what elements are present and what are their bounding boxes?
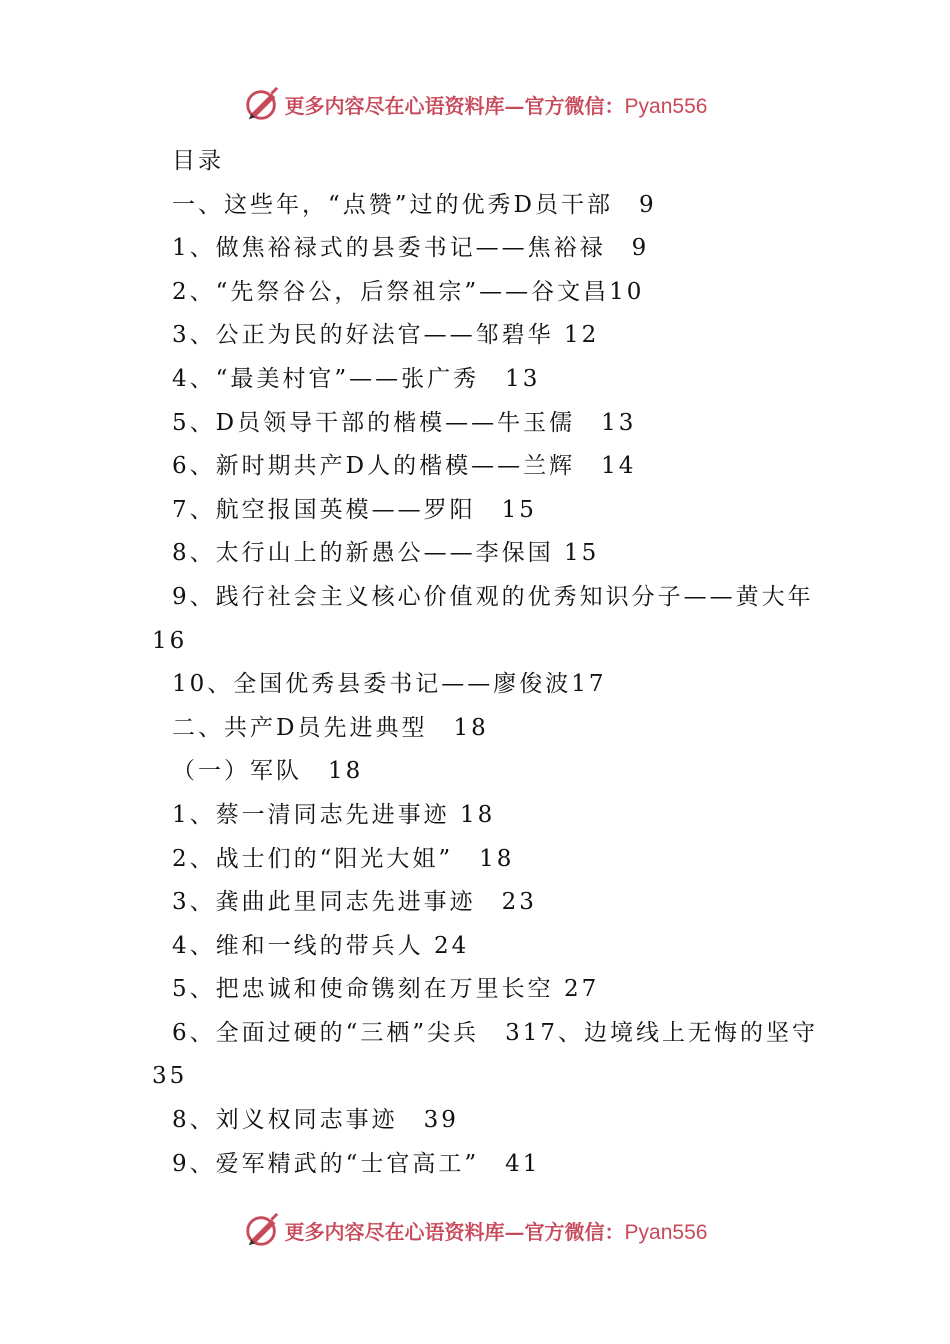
toc-section-heading: 二、共产D员先进典型 18 [172,714,489,741]
pen-logo-icon [243,1211,281,1249]
toc-entry: 4、维和一线的带兵人 24 [172,932,470,959]
banner-text: 更多内容尽在心语资料库—官方微信： [284,1219,625,1244]
banner-text: 更多内容尽在心语资料库—官方微信： [284,93,625,118]
toc-entry: 9、爱军精武的“士官高工” 41 [172,1150,541,1177]
toc-entry: 一、这些年，“点赞”过的优秀D员干部 9 [172,191,657,218]
toc-entry: 5、把忠诚和使命镌刻在万里长空 27 [172,976,600,1003]
toc-entry: 6、新时期共产D人的楷模——兰辉 14 [172,453,637,480]
toc-entry: 4、“最美村官”——张广秀 13 [172,365,541,392]
toc-entry: 10、全国优秀县委书记——廖俊波17 [172,671,607,698]
header-watermark-banner [0,82,950,126]
toc-entry: 2、战士们的“阳光大姐” 18 [172,845,515,872]
toc-title: 目录 [172,148,224,174]
footer-watermark-banner [0,1208,950,1252]
toc-entry: 5、D员领导干部的楷模——牛玉儒 13 [172,409,637,436]
toc-entry-wrapped: 9、践行社会主义核心价值观的优秀知识分子——黄大年16 [152,583,814,654]
toc-entry: 7、航空报国英模——罗阳 15 [172,496,537,523]
toc-entry: 3、龚曲此里同志先进事迹 23 [172,889,537,916]
toc-entry: 2、“先祭谷公，后祭祖宗”——谷文昌10 [172,278,645,305]
toc-entry: 3、公正为民的好法官——邹碧华 12 [172,322,600,349]
toc-entry: 1、蔡一清同志先进事迹 18 [172,801,496,828]
toc-entry: 8、太行山上的新愚公——李保国 15 [172,540,600,567]
toc-entry: 1、做焦裕禄式的县委书记——焦裕禄 9 [172,235,650,262]
table-of-contents [152,140,832,1186]
toc-entry-wrapped: 6、全面过硬的“三栖”尖兵 317、边境线上无悔的坚守35 [152,1019,819,1090]
banner-wechat-id: Pyan556 [624,1220,708,1244]
banner-wechat-id: Pyan556 [624,94,708,118]
toc-subsection-heading: （一）军队 18 [172,758,364,785]
pen-logo-icon [243,85,281,123]
toc-entry: 8、刘义权同志事迹 39 [172,1107,459,1134]
